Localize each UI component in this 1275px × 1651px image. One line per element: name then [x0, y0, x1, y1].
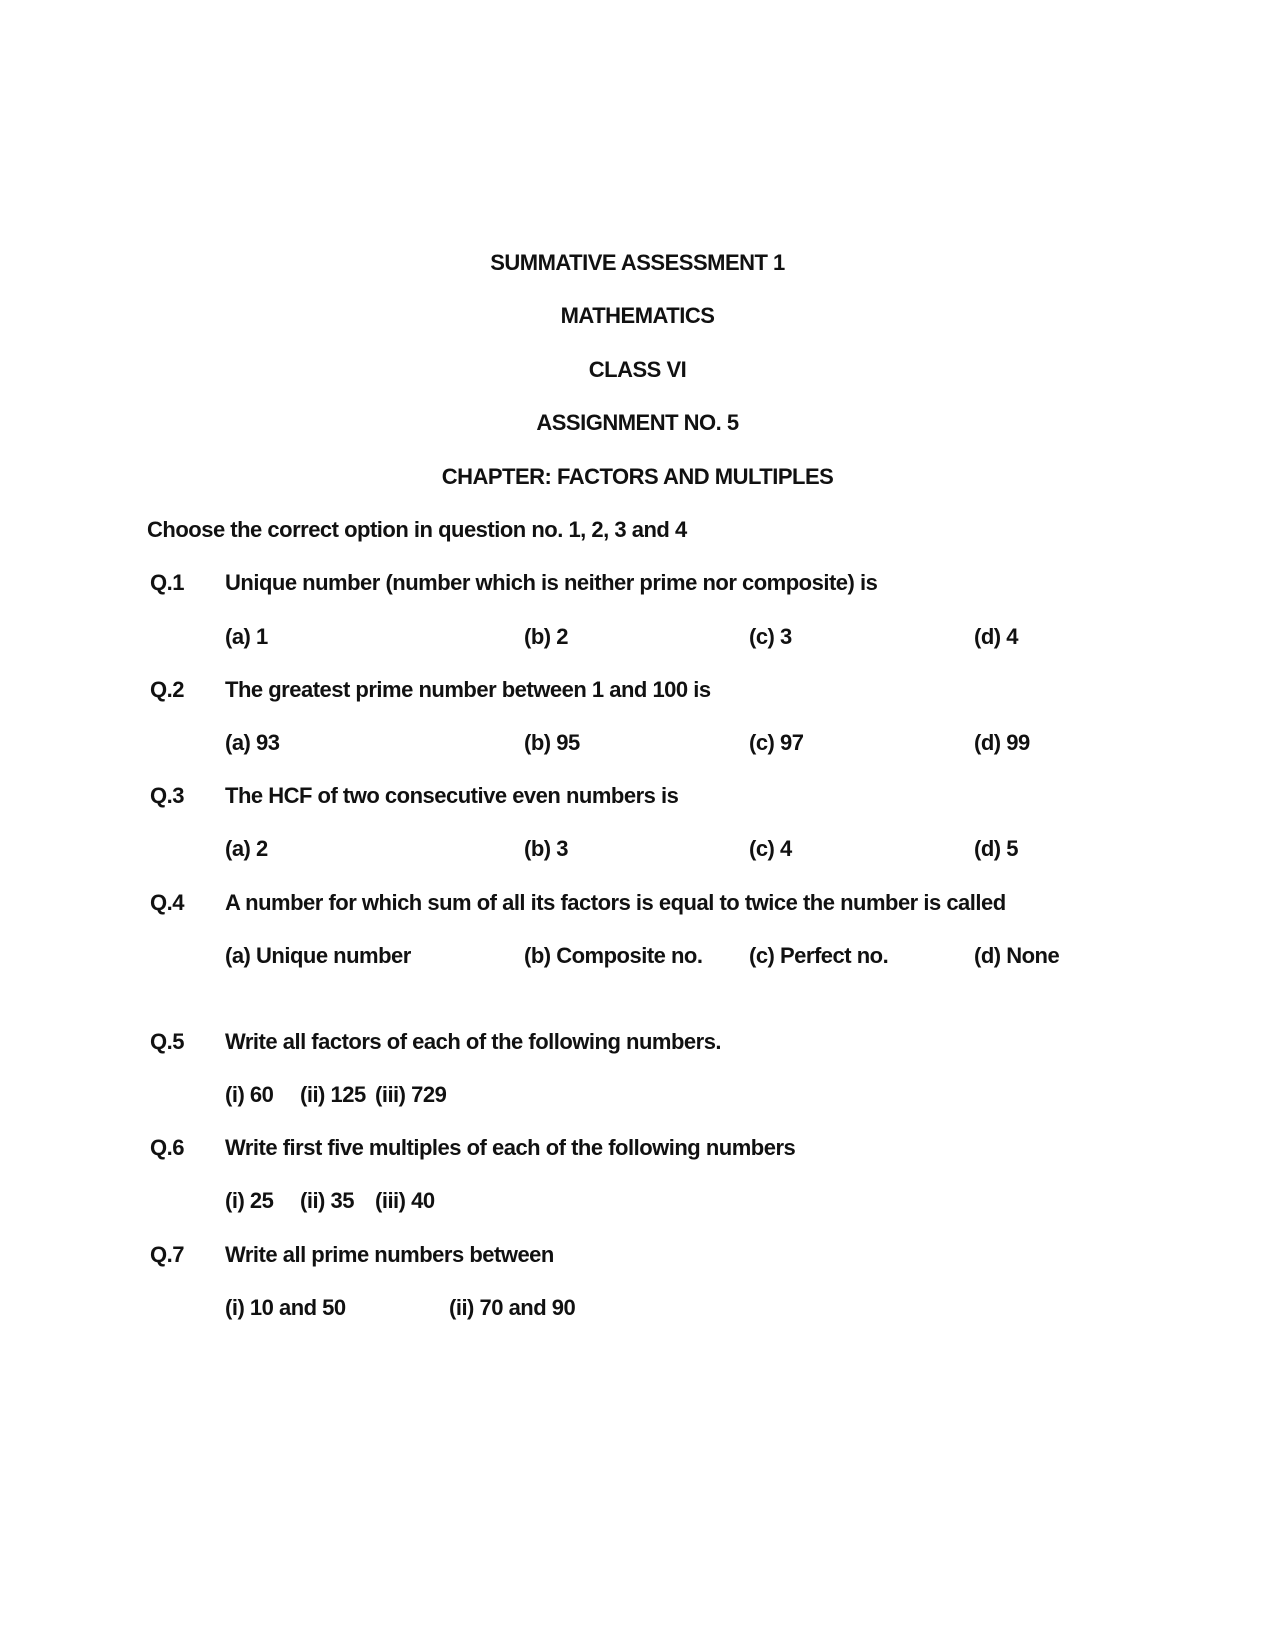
- option-d: (d) None: [974, 943, 1060, 968]
- question-text: A number for which sum of all its factors is equal to twice the number is called: [225, 890, 1006, 915]
- sub-part: (i) 25: [225, 1188, 274, 1213]
- sub-part: (iii) 40: [375, 1188, 435, 1213]
- sub-part: (iii) 729: [375, 1082, 447, 1107]
- option-c: (c) 97: [749, 730, 804, 755]
- question-number: Q.1: [150, 570, 184, 595]
- sub-part: (ii) 70 and 90: [449, 1295, 576, 1320]
- assignment-title: ASSIGNMENT NO. 5: [536, 410, 739, 435]
- question-number: Q.3: [150, 783, 184, 808]
- option-a: (a) 2: [225, 836, 268, 861]
- question-text: Write all factors of each of the following numbers.: [225, 1029, 722, 1054]
- question-text: Unique number (number which is neither prime nor composite) is: [225, 570, 878, 595]
- sub-part: (ii) 35: [300, 1188, 354, 1213]
- question-text: The greatest prime number between 1 and 100 is: [225, 677, 711, 702]
- class-title: CLASS VI: [588, 357, 687, 382]
- instruction-text: Choose the correct option in question no. 1, 2, 3 and 4: [147, 517, 687, 542]
- question-text: Write all prime numbers between: [225, 1242, 554, 1267]
- question-number: Q.5: [150, 1029, 184, 1054]
- option-b: (b) 95: [524, 730, 580, 755]
- chapter-title: CHAPTER: FACTORS AND MULTIPLES: [441, 464, 834, 489]
- question-text: Write first five multiples of each of the following numbers: [225, 1135, 796, 1160]
- option-a: (a) 93: [225, 730, 280, 755]
- option-c: (c) 3: [749, 624, 792, 649]
- option-b: (b) 2: [524, 624, 568, 649]
- assessment-title: SUMMATIVE ASSESSMENT 1: [490, 250, 785, 275]
- option-b: (b) Composite no.: [524, 943, 703, 968]
- question-number: Q.6: [150, 1135, 184, 1160]
- subject-title: MATHEMATICS: [560, 303, 715, 328]
- option-c: (c) Perfect no.: [749, 943, 889, 968]
- option-d: (d) 99: [974, 730, 1030, 755]
- option-c: (c) 4: [749, 836, 792, 861]
- sub-part: (i) 60: [225, 1082, 274, 1107]
- question-text: The HCF of two consecutive even numbers is: [225, 783, 679, 808]
- question-number: Q.4: [150, 890, 184, 915]
- sub-part: (i) 10 and 50: [225, 1295, 346, 1320]
- option-a: (a) Unique number: [225, 943, 411, 968]
- question-number: Q.2: [150, 677, 184, 702]
- option-a: (a) 1: [225, 624, 268, 649]
- sub-part: (ii) 125: [300, 1082, 366, 1107]
- option-d: (d) 4: [974, 624, 1018, 649]
- option-b: (b) 3: [524, 836, 568, 861]
- option-d: (d) 5: [974, 836, 1018, 861]
- question-number: Q.7: [150, 1242, 184, 1267]
